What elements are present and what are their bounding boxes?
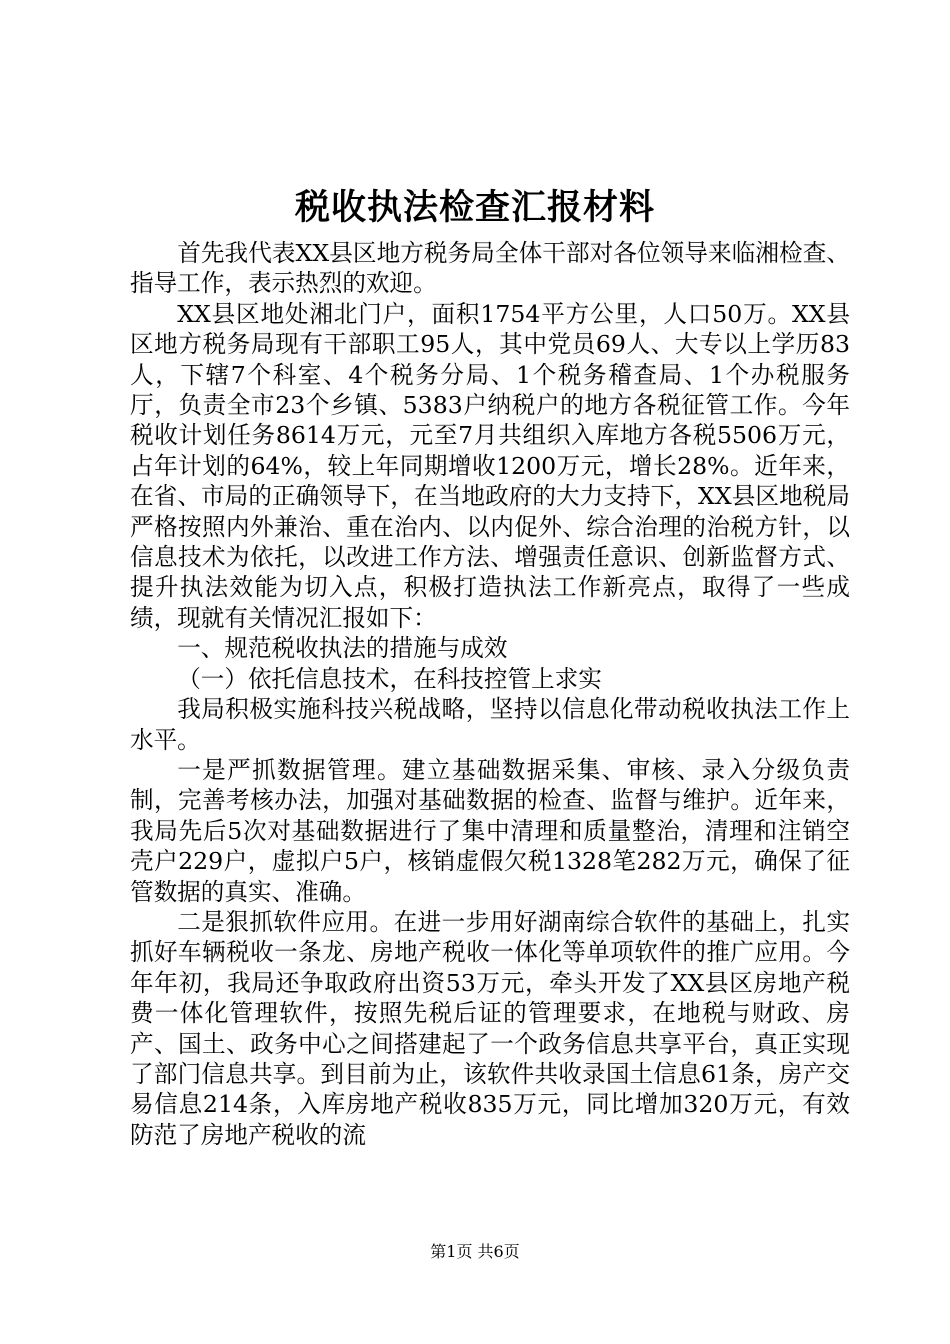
paragraph-overview: XX县区地处湘北门户，面积1754平方公里，人口50万。XX县区地方税务局现有干部职工95人，其中党员69人、大专以上学历83人，下辖7个科室、4个税务分局、1个税务稽查局、1个办税服务厅，负责全市23个乡镇、5383户纳税户的地方各税征管工作。今年税收计划任务8614万元，元至7月共组织入库地方各税5506万元，占年计划的64%，较上年同期增收1200万元，增长28%。近年来，在省、市局的正确领导下，在当地政府的大力支持下，XX县区地税局严格按照内外兼治、重在治内、以内促外、综合治理的治税方针，以信息技术为依托，以改进工作方法、增强责任意识、创新监督方式、提升执法效能为切入点，积极打造执法工作新亮点，取得了一些成绩，现就有关情况汇报如下：	[130, 299, 850, 632]
paragraph-data-management: 一是严抓数据管理。建立基础数据采集、审核、录入分级负责制，完善考核办法，加强对基础数据的检查、监督与维护。近年来，我局先后5次对基础数据进行了集中清理和质量整治，清理和注销空壳户229户，虚拟户5户，核销虚假欠税1328笔282万元，确保了征管数据的真实、准确。	[130, 755, 850, 906]
section-heading: 一、规范税收执法的措施与成效	[177, 634, 508, 663]
page-footer: 第1页 共6页	[430, 1242, 520, 1261]
document-body	[130, 238, 850, 1150]
document-title: 税收执法检查汇报材料	[294, 187, 655, 228]
paragraph-software-application: 二是狠抓软件应用。在进一步用好湖南综合软件的基础上，扎实抓好车辆税收一条龙、房地产税收一体化等单项软件的推广应用。今年年初，我局还争取政府出资53万元，牵头开发了XX县区房地产税费一体化管理软件，按照先税后证的管理要求，在地税与财政、房产、国土、政务中心之间搭建起了一个政务信息共享平台，真正实现了部门信息共享。到目前为止，该软件共收录国土信息61条，房产交易信息214条，入库房地产税收835万元，同比增加320万元，有效防范了房地产税收的流	[130, 907, 850, 1149]
subsection-heading: （一）依托信息技术，在科技控管上求实	[177, 664, 602, 693]
paragraph-strategy: 我局积极实施科技兴税战略，坚持以信息化带动税收执法工作上水平。	[130, 695, 850, 754]
paragraph-welcome: 首先我代表XX县区地方税务局全体干部对各位领导来临湘检查、指导工作，表示热烈的欢迎。	[130, 239, 850, 298]
